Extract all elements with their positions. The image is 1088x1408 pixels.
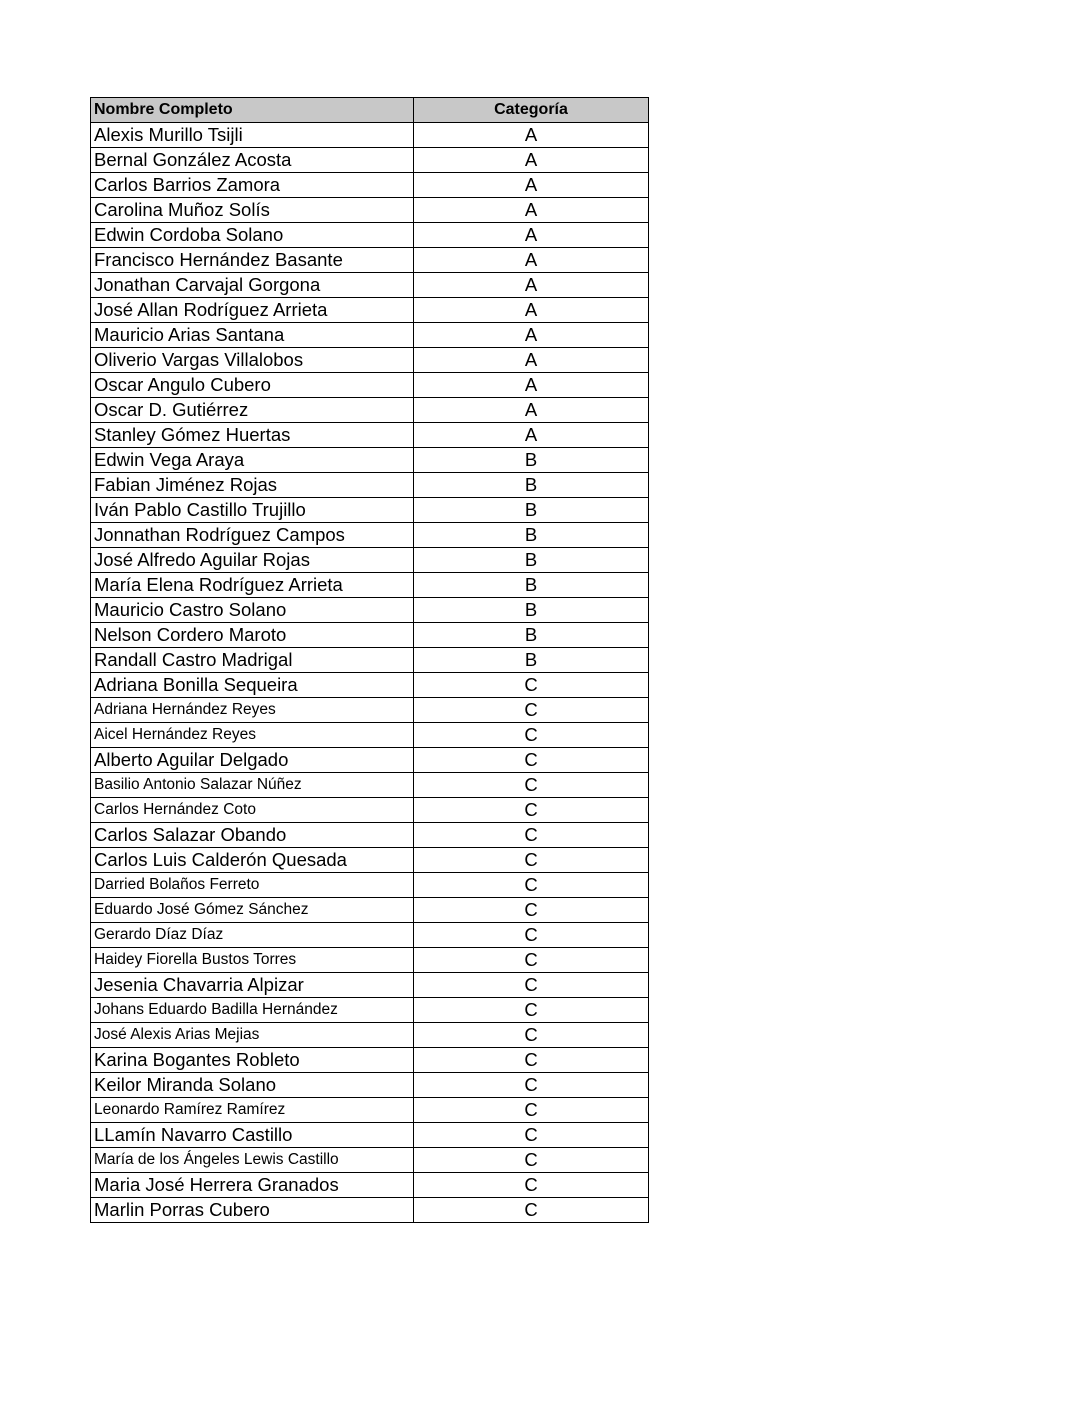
table-row: [91, 1123, 649, 1148]
table-row: [91, 773, 649, 798]
table-row: [91, 573, 649, 598]
cell-category: C: [414, 673, 649, 698]
cell-category: B: [414, 598, 649, 623]
table-row: [91, 523, 649, 548]
cell-category: A: [414, 373, 649, 398]
table-row: [91, 498, 649, 523]
cell-category: B: [414, 498, 649, 523]
table-row: [91, 623, 649, 648]
table-row: [91, 373, 649, 398]
cell-category: A: [414, 223, 649, 248]
participants-table: [90, 97, 649, 1223]
cell-category: C: [414, 1148, 649, 1173]
cell-category: B: [414, 548, 649, 573]
cell-category: C: [414, 973, 649, 998]
table-row: [91, 1173, 649, 1198]
cell-name: Adriana Hernández Reyes: [91, 698, 414, 723]
table-row: [91, 898, 649, 923]
header-category: Categoría: [414, 98, 649, 123]
table-row: [91, 998, 649, 1023]
cell-category: C: [414, 873, 649, 898]
cell-name: Carlos Salazar Obando: [91, 823, 414, 848]
cell-category: C: [414, 773, 649, 798]
cell-name: Carlos Luis Calderón Quesada: [91, 848, 414, 873]
cell-name: Jonathan Carvajal Gorgona: [91, 273, 414, 298]
cell-category: A: [414, 423, 649, 448]
table-row: [91, 598, 649, 623]
cell-name: Carolina Muñoz Solís: [91, 198, 414, 223]
cell-category: C: [414, 798, 649, 823]
cell-name: Oliverio Vargas Villalobos: [91, 348, 414, 373]
cell-name: Stanley Gómez Huertas: [91, 423, 414, 448]
table-row: [91, 1073, 649, 1098]
cell-name: Edwin Cordoba Solano: [91, 223, 414, 248]
cell-name: José Alfredo Aguilar Rojas: [91, 548, 414, 573]
table-row: [91, 348, 649, 373]
cell-category: A: [414, 123, 649, 148]
cell-category: B: [414, 473, 649, 498]
cell-category: A: [414, 173, 649, 198]
table-row: [91, 973, 649, 998]
table-row: [91, 648, 649, 673]
cell-name: Oscar D. Gutiérrez: [91, 398, 414, 423]
cell-name: José Alexis Arias Mejias: [91, 1023, 414, 1048]
table-row: [91, 848, 649, 873]
cell-category: C: [414, 1098, 649, 1123]
cell-name: Randall Castro Madrigal: [91, 648, 414, 673]
cell-name: Edwin Vega Araya: [91, 448, 414, 473]
cell-category: C: [414, 1023, 649, 1048]
cell-name: Bernal González Acosta: [91, 148, 414, 173]
cell-name: Alexis Murillo Tsijli: [91, 123, 414, 148]
cell-name: Oscar Angulo Cubero: [91, 373, 414, 398]
cell-name: Leonardo Ramírez Ramírez: [91, 1098, 414, 1123]
table-row: [91, 248, 649, 273]
cell-name: Gerardo Díaz Díaz: [91, 923, 414, 948]
cell-name: Jesenia Chavarria Alpizar: [91, 973, 414, 998]
table-row: [91, 723, 649, 748]
cell-category: C: [414, 823, 649, 848]
cell-name: Darried Bolaños Ferreto: [91, 873, 414, 898]
cell-category: A: [414, 273, 649, 298]
cell-category: A: [414, 148, 649, 173]
header-name: Nombre Completo: [91, 98, 414, 123]
cell-category: A: [414, 298, 649, 323]
cell-name: Jonnathan Rodríguez Campos: [91, 523, 414, 548]
cell-name: Eduardo José Gómez Sánchez: [91, 898, 414, 923]
table-row: [91, 1148, 649, 1173]
cell-name: Mauricio Arias Santana: [91, 323, 414, 348]
table-row: [91, 448, 649, 473]
cell-name: Karina Bogantes Robleto: [91, 1048, 414, 1073]
cell-name: Carlos Barrios Zamora: [91, 173, 414, 198]
cell-category: B: [414, 448, 649, 473]
table-row: [91, 923, 649, 948]
cell-name: LLamín Navarro Castillo: [91, 1123, 414, 1148]
cell-category: A: [414, 198, 649, 223]
cell-name: María Elena Rodríguez Arrieta: [91, 573, 414, 598]
table-row: [91, 148, 649, 173]
table-row: [91, 1048, 649, 1073]
table-row: [91, 273, 649, 298]
table-header: [91, 98, 649, 123]
table-row: [91, 473, 649, 498]
table-row: [91, 748, 649, 773]
cell-category: A: [414, 398, 649, 423]
table-row: [91, 423, 649, 448]
cell-category: C: [414, 1048, 649, 1073]
cell-name: Aicel Hernández Reyes: [91, 723, 414, 748]
cell-name: Nelson Cordero Maroto: [91, 623, 414, 648]
table-row: [91, 798, 649, 823]
cell-name: Keilor Miranda Solano: [91, 1073, 414, 1098]
table-row: [91, 1023, 649, 1048]
cell-category: A: [414, 248, 649, 273]
cell-name: Johans Eduardo Badilla Hernández: [91, 998, 414, 1023]
table-row: [91, 823, 649, 848]
cell-name: Marlin Porras Cubero: [91, 1198, 414, 1223]
cell-category: C: [414, 898, 649, 923]
cell-name: Alberto Aguilar Delgado: [91, 748, 414, 773]
table-row: [91, 1098, 649, 1123]
cell-name: Basilio Antonio Salazar Núñez: [91, 773, 414, 798]
cell-category: C: [414, 1173, 649, 1198]
cell-name: Maria José Herrera Granados: [91, 1173, 414, 1198]
cell-category: C: [414, 923, 649, 948]
cell-category: C: [414, 1123, 649, 1148]
table-row: [91, 398, 649, 423]
cell-name: Adriana Bonilla Sequeira: [91, 673, 414, 698]
cell-name: Carlos Hernández Coto: [91, 798, 414, 823]
table-row: [91, 698, 649, 723]
cell-category: B: [414, 573, 649, 598]
cell-name: María de los Ángeles Lewis Castillo: [91, 1148, 414, 1173]
cell-category: C: [414, 1073, 649, 1098]
cell-name: Francisco Hernández Basante: [91, 248, 414, 273]
table-row: [91, 323, 649, 348]
table-row: [91, 548, 649, 573]
cell-category: A: [414, 323, 649, 348]
table-row: [91, 198, 649, 223]
header-row: [91, 98, 649, 123]
table-body: [91, 123, 649, 1223]
cell-category: B: [414, 523, 649, 548]
cell-name: Haidey Fiorella Bustos Torres: [91, 948, 414, 973]
cell-category: A: [414, 348, 649, 373]
cell-category: C: [414, 698, 649, 723]
cell-category: C: [414, 948, 649, 973]
cell-category: C: [414, 748, 649, 773]
cell-name: Mauricio Castro Solano: [91, 598, 414, 623]
cell-category: C: [414, 848, 649, 873]
cell-name: Iván Pablo Castillo Trujillo: [91, 498, 414, 523]
cell-category: C: [414, 1198, 649, 1223]
table-row: [91, 173, 649, 198]
table-row: [91, 1198, 649, 1223]
cell-category: C: [414, 723, 649, 748]
table-row: [91, 223, 649, 248]
cell-category: B: [414, 648, 649, 673]
cell-name: Fabian Jiménez Rojas: [91, 473, 414, 498]
table-row: [91, 873, 649, 898]
cell-category: B: [414, 623, 649, 648]
cell-name: José Allan Rodríguez Arrieta: [91, 298, 414, 323]
table-row: [91, 673, 649, 698]
table-row: [91, 123, 649, 148]
table-row: [91, 298, 649, 323]
table-row: [91, 948, 649, 973]
cell-category: C: [414, 998, 649, 1023]
